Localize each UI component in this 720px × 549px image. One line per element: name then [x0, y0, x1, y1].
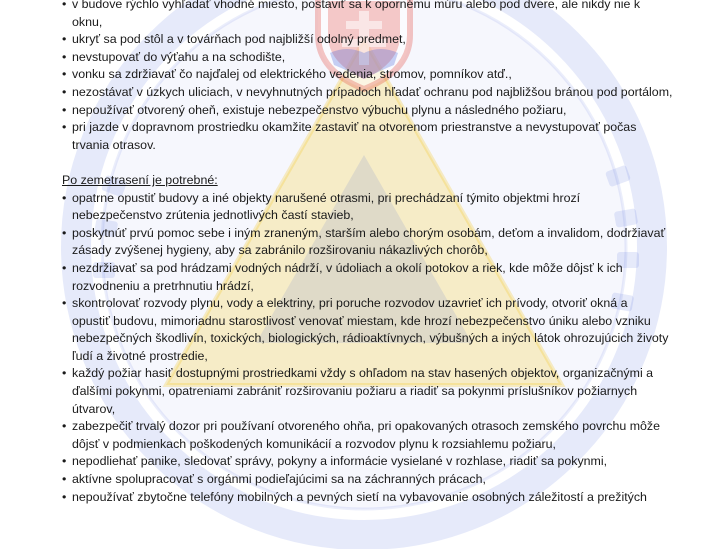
list-item-text: pri jazde v dopravnom prostriedku okamžite zastaviť na otvorenom priestranstve a nevystupovať počas	[72, 120, 637, 135]
list-item	[62, 31, 662, 49]
bullet-icon: •	[62, 296, 67, 311]
list-item-text: v budove rýchlo vyhľadať vhodné miesto, postaviť sa k opornému múru alebo pod dvere, ale nikdy nie k	[72, 0, 641, 11]
list-item-text: zásady zvýšenej hygieny, aby sa zabránilo rozširovaniu nákazlivých chorôb,	[72, 243, 488, 258]
list-item	[62, 49, 662, 67]
list-item	[62, 190, 662, 225]
list-item-text: zabezpečiť trvalý dozor pri používaní otvoreného ohňa, pri opakovaných otrasoch zemského povrchu môže	[72, 419, 661, 434]
list-item-text: každý požiar hasiť dostupnými prostriedkami vždy s ohľadom na stav hasených objektov, organizačnými a	[72, 366, 654, 381]
list-item-text: opustiť budovu, mimoriadnu starostlivosť venovať miestam, kde hrozí nebezpečenstvo úniku alebo vzniku	[72, 313, 651, 328]
list-item-text: trvania otrasov.	[72, 137, 156, 152]
list-item	[62, 102, 662, 120]
list-item	[62, 453, 662, 471]
bullet-icon: •	[62, 84, 67, 99]
list-item-text: ľudí a životné prostredie,	[72, 348, 208, 363]
bullet-icon: •	[62, 49, 67, 64]
bullet-icon: •	[62, 366, 67, 381]
list-item	[62, 471, 662, 489]
list-item	[62, 66, 662, 84]
list-item	[62, 84, 673, 102]
bullet-icon: •	[62, 190, 67, 205]
list-item	[62, 225, 666, 260]
list-item-text: poskytnúť prvú pomoc sebe i iným zraneným, starším alebo chorým osobám, deťom a invalidom, dodržiavať	[72, 225, 666, 240]
list-item-text: rozvodneniu a pretrhnutiu hrádzí,	[72, 278, 254, 293]
bullet-icon: •	[62, 0, 67, 11]
bullet-icon: •	[62, 225, 67, 240]
list-item-text: aktívne spolupracovať s orgánmi podieľajúcimi sa na záchranných prácach,	[72, 472, 486, 487]
after-earthquake-list	[62, 190, 669, 507]
list-item	[62, 418, 662, 453]
list-item-text: nebezpečenstvo zrútenia jednotlivých častí stavieb,	[72, 208, 354, 223]
bullet-icon: •	[62, 419, 67, 434]
list-item-text: ukryť sa pod stôl a v továrňach pod najbližší odolný predmet,	[72, 32, 406, 47]
document-body	[62, 0, 673, 506]
bullet-icon: •	[62, 120, 67, 135]
list-item-text: nevstupovať do výťahu a na schodište,	[72, 49, 286, 64]
list-item-text: útvarov,	[72, 401, 116, 416]
list-item-text: nezostávať v úzkych uliciach, v nevyhnutných prípadoch hľadať ochranu pod najbližšou bránou pod portálom,	[72, 84, 673, 99]
bullet-icon: •	[62, 260, 67, 275]
list-item-text: nepoužívať zbytočne telefóny mobilných a pevných sietí na vybavovanie osobných záležitostí a prežitých	[72, 489, 647, 504]
bullet-icon: •	[62, 472, 67, 487]
list-item-text: opatrne opustiť budovy a iné objekty narušené otrasmi, pri prechádzaní týmito objektmi hrozí	[72, 190, 581, 205]
list-item-text: nebezpečných škodlivín, toxických, biologických, rádioaktívnych, výbušných a iných látok ohrozujúcich životy	[72, 331, 669, 346]
list-item-text: oknu,	[72, 14, 103, 29]
bullet-icon: •	[62, 67, 67, 82]
list-item	[62, 119, 662, 154]
list-item-text: skontrolovať rozvody plynu, vody a elektriny, pri poruche rozvodov uzavrieť ich prívody, otvoriť okná a	[72, 296, 628, 311]
bullet-icon: •	[62, 489, 67, 504]
during-earthquake-list	[62, 0, 673, 154]
list-item-text: dôjsť v podmienkach poškodených komunikácií a rozvodov plynu k rozsiahlemu požiaru,	[72, 436, 557, 451]
list-item-text: nepoužívať otvorený oheň, existuje nebezpečenstvo výbuchu plynu a následného požiaru,	[72, 102, 567, 117]
list-item	[62, 489, 662, 507]
list-item	[62, 0, 662, 31]
section-heading: Po zemetrasení je potrebné:	[62, 172, 218, 187]
list-item-text: nezdržiavať sa pod hrádzami vodných nádrží, v údoliach a okolí potokov a riek, kde môže dôjsť k ich	[72, 260, 623, 275]
bullet-icon: •	[62, 32, 67, 47]
list-item-text: vonku sa zdržiavať čo najďalej od elektrického vedenia, stromov, pomníkov atď.,	[72, 67, 512, 82]
list-item	[62, 295, 669, 365]
list-item	[62, 260, 662, 295]
list-item-text: nepodliehať panike, sledovať správy, pokyny a informácie vysielané v rozhlase, riadiť sa pokynmi,	[72, 454, 608, 469]
bullet-icon: •	[62, 102, 67, 117]
list-item	[62, 365, 662, 418]
list-item-text: ďalšími pokynmi, opatreniami zabrániť rozširovaniu požiaru a riadiť sa pokynmi príslušníkov požiarnych	[72, 384, 638, 399]
bullet-icon: •	[62, 454, 67, 469]
